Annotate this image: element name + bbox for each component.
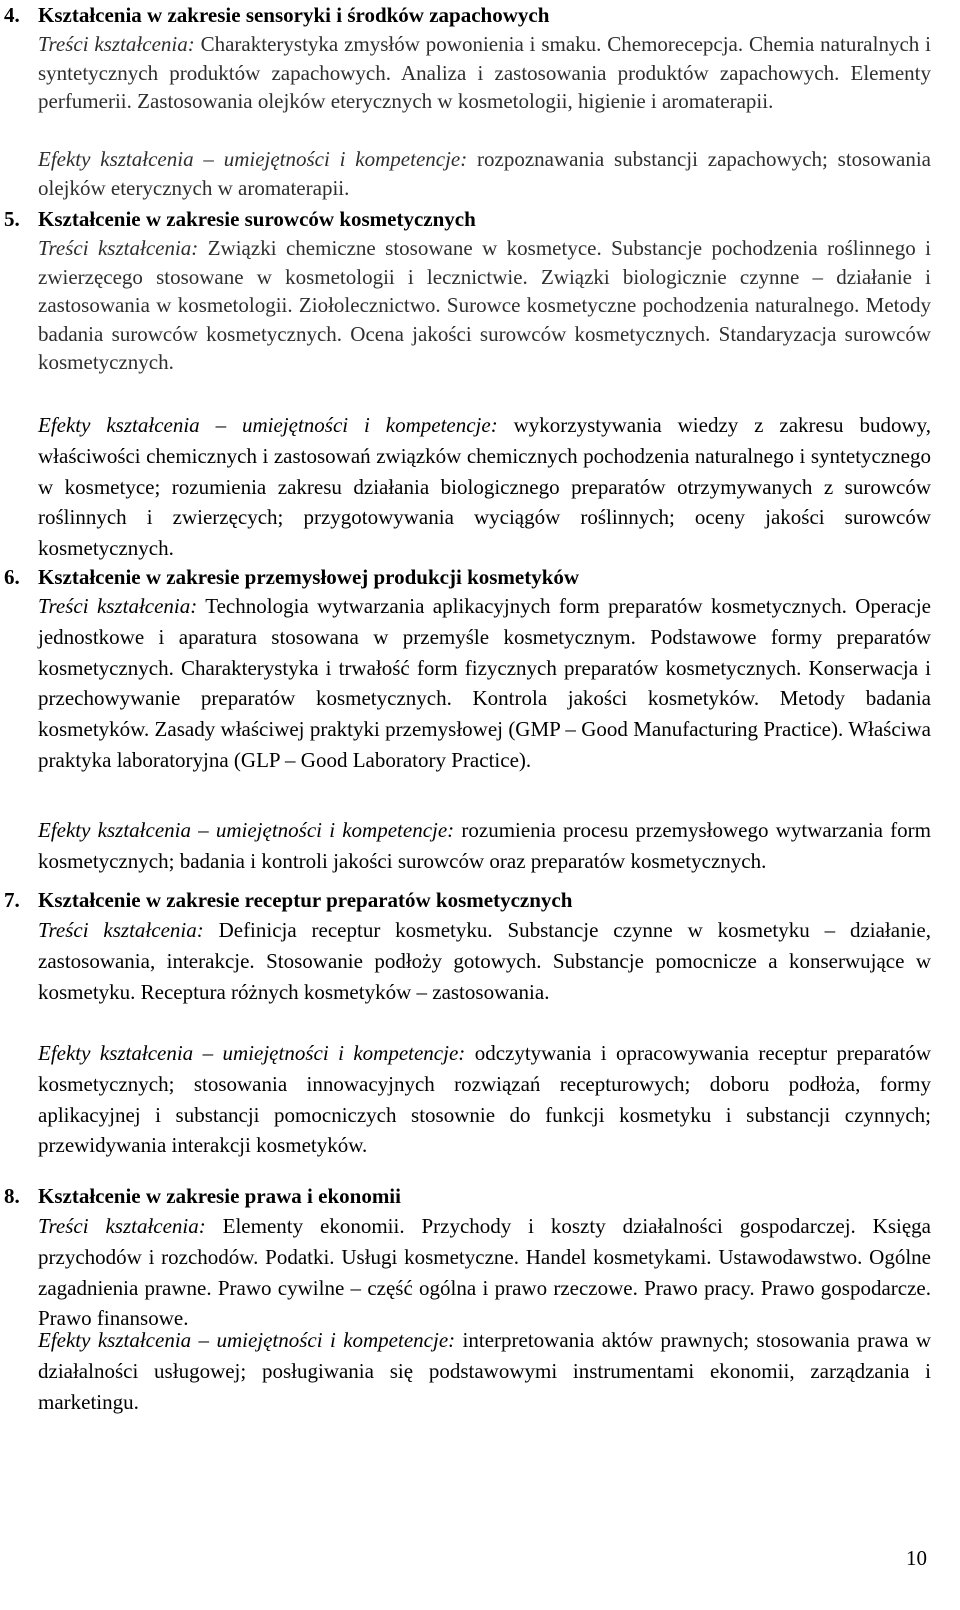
- effects-label: Efekty kształcenia – umiejętności i kompetencje:: [38, 1041, 466, 1065]
- section-7-content: [38, 915, 931, 1007]
- section-title: Kształcenie w zakresie przemysłowej produkcji kosmetyków: [38, 565, 580, 589]
- content-text: Charakterystyka zmysłów powonienia i smaku. Chemorecepcja. Chemia naturalnych i syntetycznych produktów zapachowych. Analiza i zastosowania produktów zapachowych. Elementy perfumerii. Zastosowania olejków eterycznych w kosmetologii, higienie i aromaterapii.: [38, 32, 931, 113]
- content-label: Treści kształcenia:: [38, 594, 198, 618]
- content-text: Definicja receptur kosmetyku. Substancje czynne w kosmetyku – działanie, zastosowania, interakcje. Stosowanie podłoży gotowych. Substancje pomocnicze a konserwujące w kosmetyku. Receptura różnych kosmetyków – zastosowania.: [38, 918, 931, 1004]
- content-label: Treści kształcenia:: [38, 918, 204, 942]
- effects-label: Efekty kształcenia – umiejętności i kompetencje:: [38, 147, 468, 171]
- page-number: 10: [906, 1546, 927, 1570]
- effects-label: Efekty kształcenia – umiejętności i kompetencje:: [38, 1328, 456, 1352]
- section-number: 7.: [4, 888, 20, 912]
- content-text: Związki chemiczne stosowane w kosmetyce. Substancje pochodzenia roślinnego i zwierzęcego stosowane w kosmetologii i lecznictwie. Związki biologicznie czynne – działanie i zastosowania w kosmetologii. Ziołolecznictwo. Surowce kosmetyczne pochodzenia naturalnego. Metody badania surowców kosmetycznych. Ocena jakości surowców kosmetycznych. Standaryzacja surowców kosmetycznych.: [38, 236, 932, 374]
- section-number: 8.: [4, 1184, 20, 1208]
- section-6-effects: [38, 815, 931, 877]
- section-5-effects: [38, 410, 931, 564]
- content-label: Treści kształcenia:: [38, 32, 195, 56]
- section-4-effects: [38, 145, 931, 202]
- section-title: Kształcenie w zakresie prawa i ekonomii: [38, 1184, 401, 1208]
- effects-text: odczytywania i opracowywania receptur preparatów kosmetycznych; stosowania innowacyjnych rozwiązań recepturowych; doboru podłoża, formy aplikacyjnej i substancji pomocniczych stosownie do funkcji kosmetyku i substancji czynnych; przewidywania interakcji kosmetyków.: [38, 1041, 931, 1158]
- content-label: Treści kształcenia:: [38, 236, 199, 260]
- section-6-content: [38, 591, 931, 776]
- effects-text: interpretowania aktów prawnych; stosowania prawa w działalności usługowej; posługiwania się podstawowymi instrumentami ekonomii, zarządzania i marketingu.: [38, 1328, 931, 1414]
- effects-text: wykorzystywania wiedzy z zakresu budowy, właściwości chemicznych i zastosowań związków chemicznych pochodzenia naturalnego i syntetycznego w kosmetyce; rozumienia zakresu działania biologicznego preparatów otrzymywanych z surowców roślinnych i zwierzęcych; przygotowywania wyciągów roślinnych; oceny jakości surowców kosmetycznych.: [38, 413, 931, 561]
- section-7-effects: [38, 1038, 931, 1161]
- section-number: 5.: [4, 207, 20, 231]
- section-4-content: [38, 30, 931, 116]
- section-5-content: [38, 234, 931, 377]
- effects-label: Efekty kształcenia – umiejętności i kompetencje:: [38, 818, 455, 842]
- effects-text: rozumienia procesu przemysłowego wytwarzania form kosmetycznych; badania i kontroli jakości surowców oraz preparatów kosmetycznych.: [38, 818, 931, 873]
- section-8-effects: [38, 1325, 931, 1417]
- section-number: 6.: [4, 565, 20, 589]
- content-text: Technologia wytwarzania aplikacyjnych form preparatów kosmetycznych. Operacje jednostkowe i aparatura stosowana w przemyśle kosmetycznym. Podstawowe formy preparatów kosmetycznych. Charakterystyka i trwałość form fizycznych preparatów kosmetycznych. Konserwacja i przechowywanie preparatów kosmetycznych. Kontrola jakości kosmetyków. Metody badania kosmetyków. Zasady właściwej praktyki przemysłowej (GMP – Good Manufacturing Practice). Właściwa praktyka laboratoryjna (GLP – Good Laboratory Practice).: [38, 594, 931, 772]
- section-title: Kształcenie w zakresie receptur preparatów kosmetycznych: [38, 888, 573, 912]
- content-label: Treści kształcenia:: [38, 1214, 206, 1238]
- section-number: 4.: [4, 3, 20, 27]
- section-title: Kształcenie w zakresie surowców kosmetycznych: [38, 207, 476, 231]
- section-8-content: [38, 1211, 931, 1334]
- section-title: Kształcenia w zakresie sensoryki i środków zapachowych: [38, 3, 550, 27]
- effects-label: Efekty kształcenia – umiejętności i kompetencje:: [38, 413, 498, 437]
- effects-text: rozpoznawania substancji zapachowych; stosowania olejków eterycznych w aromaterapii.: [38, 147, 931, 200]
- content-text: Elementy ekonomii. Przychody i koszty działalności gospodarczej. Księga przychodów i rozchodów. Podatki. Usługi kosmetyczne. Handel kosmetykami. Ustawodawstwo. Ogólne zagadnienia prawne. Prawo cywilne – część ogólna i prawo rzeczowe. Prawo pracy. Prawo gospodarcze. Prawo finansowe.: [38, 1214, 931, 1331]
